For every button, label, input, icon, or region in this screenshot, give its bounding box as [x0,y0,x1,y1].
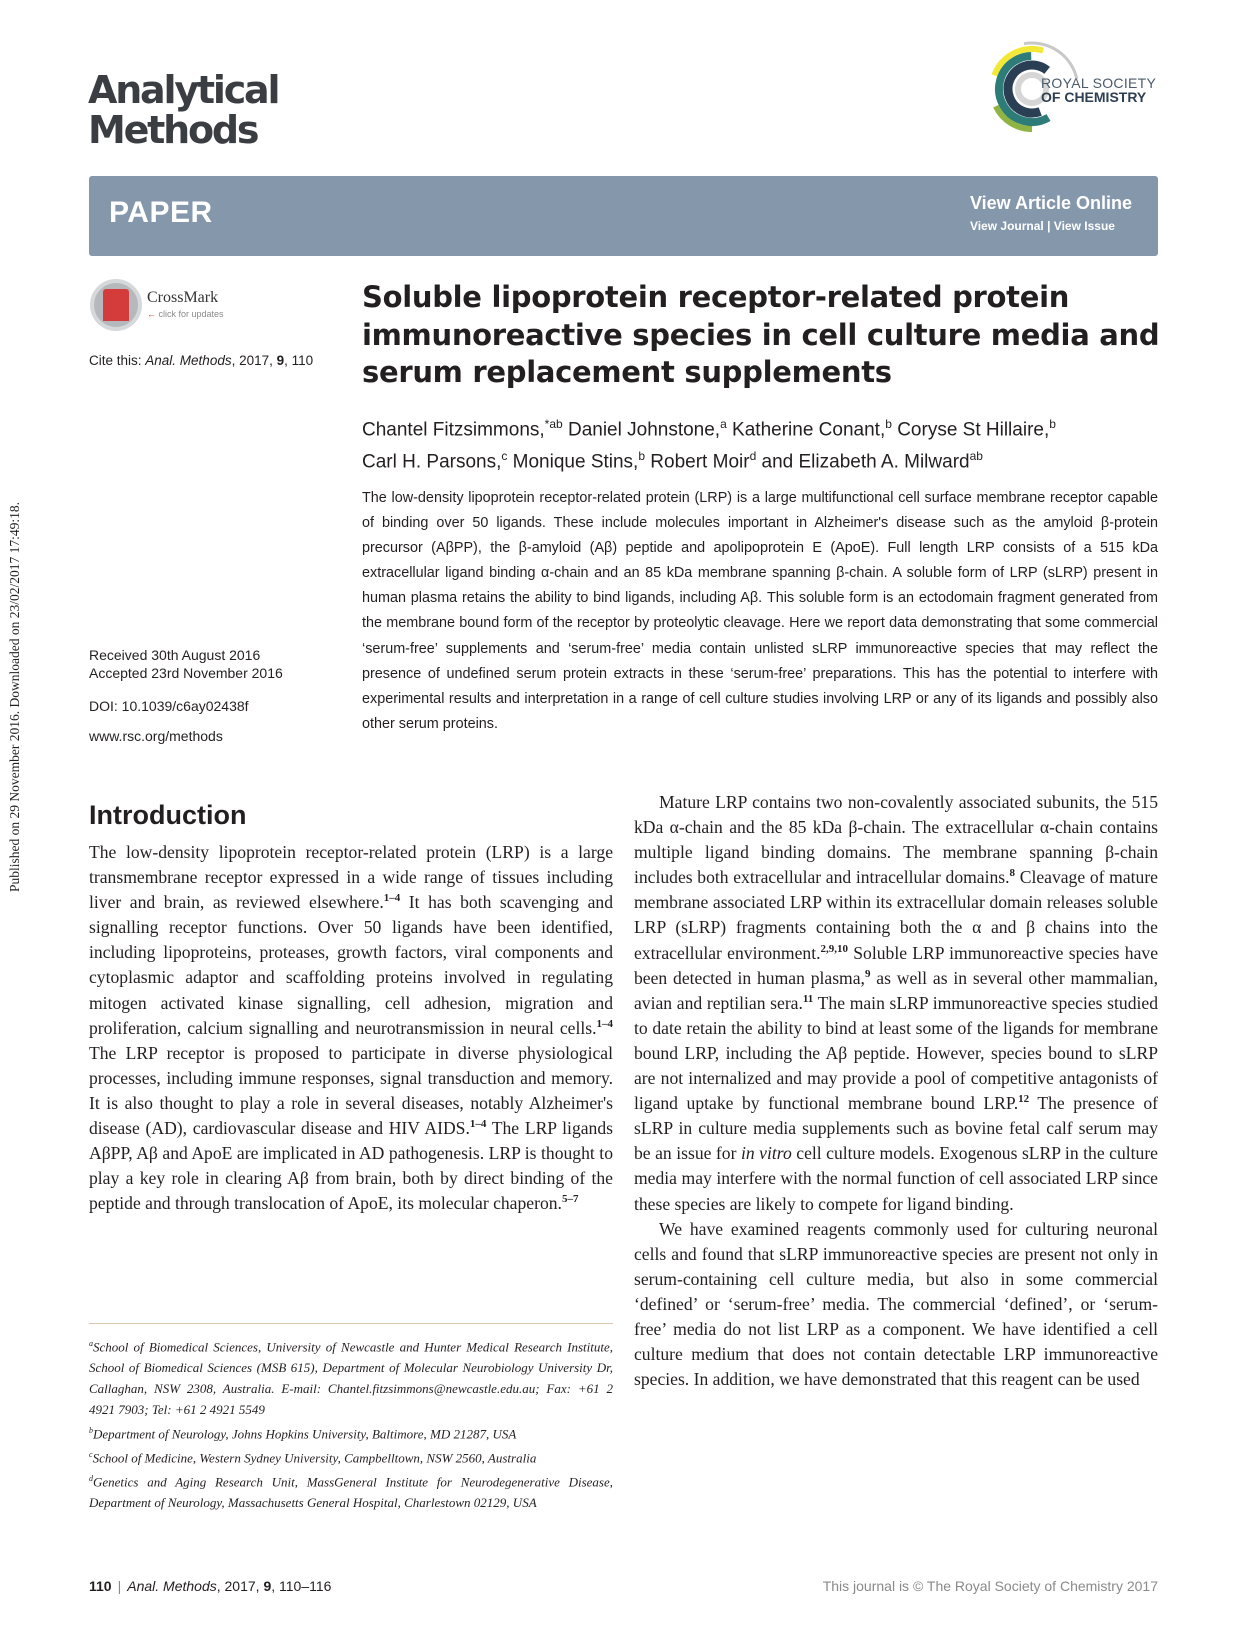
cite-journal: Anal. Methods [145,353,232,368]
journal-logo-line1: Analytical [88,68,279,112]
author: Chantel Fitzsimmons, [362,419,545,441]
banner-sub-links: View Journal | View Issue [969,219,1115,233]
article-type-label: PAPER [109,196,213,229]
affiliations [89,1334,613,1514]
footnote-divider [89,1323,613,1324]
citation-link[interactable]: 2,9,10 [820,942,848,955]
paragraph: Mature LRP contains two non-covalently associated subunits, the 515 kDa α-chain and the 85 kDa β-chain. The extracellular α-chain contains multiple ligand binding domains. The membrane spanning β-chain includes both extracellular and intracellular domains.$^8$ Cleavage of mature membrane associated LRP within its extracellular domain releases soluble LRP (sLRP) fragments containing both the α and β chains into the extracellular environment.$^{2,9,10}$ Soluble LRP immunoreactive species have been detected in human plasma,$^9$ as well as in several other mammalian, avian and reptilian sera.$^{11}$ The main sLRP immunoreactive species studied to date retain the ability to bind at least some of the ligands for membrane bound LRP, including the Aβ peptide. However, species bound to sLRP are not internalized and may provide a pool of competitive antagonists of ligand uptake by functional membrane bound LRP.$^{12}$ The presence of sLRP in culture media supplements such as bovine fetal calf serum may be an issue for in vitro cell culture models. Exogenous sLRP in the culture media may interfere with the normal function of cell associated LRP since these species are likely to compete for ligand binding. [634,792,1158,1214]
banner-links [970,193,1132,233]
author: and Elizabeth A. Milward [756,451,970,473]
rsc-logo-text [1041,76,1156,104]
doi[interactable]: DOI: 10.1039/c6ay02438f [89,698,249,714]
author: Carl H. Parsons, [362,451,502,473]
article-type-banner [89,176,1158,256]
publication-stamp-text: Published on 29 November 2016. Downloaded on 23/02/2017 17:49:18. [7,501,23,892]
article-title: Soluble lipoprotein receptor-related protein immunoreactive species in cell culture media and serum replacement supplements [362,280,1160,389]
affiliation: $^a$School of Biomedical Sciences, University of Newcastle and Hunter Medical Research Institute, School of Biomedical Sciences (MSB 615), Department of Molecular Neurobiology University Dr, Callaghan, NSW 2308, Australia. E-mail: Chantel.fitzsimmons@newcastle.edu.au; Fax: +61 2 4921 7903; Tel: +61 2 4921 5549 [89,1339,613,1417]
page-footer-citation: 110 | Anal. Methods, 2017, 9, 110–116 [89,1578,332,1594]
publication-stamp [4,454,26,939]
citation-link[interactable]: 8 [1009,867,1016,880]
cite-this: Cite this: Anal. Methods, 2017, 9, 110 [89,353,314,368]
author: Robert Moir [645,451,750,473]
rsc-logo-line2: OF CHEMISTRY [1041,89,1147,105]
citation-link[interactable]: 11 [802,992,814,1005]
author: Katherine Conant, [726,419,886,441]
author-list: Chantel Fitzsimmons,$^{*ab}$ Daniel Johnstone,$^a$ Katherine Conant,$^b$ Coryse St Hillaire,$^b$ Carl H. Parsons,$^c$ Monique Stins,$^b$ Robert Moir$^d$ and Elizabeth A. Milward$^{ab}$ [362,417,1056,473]
paragraph: We have examined reagents commonly used for culturing neuronal cells and found that sLRP immunoreactive species are present not only in serum-containing cell culture media, but also in some commercial ‘defined’ or ‘serum-free’ media. The commercial ‘defined’, or ‘serum-free’ media do not list LRP as a component. We have identified a cell culture medium that does not contain detectable LRP immunoreactive species. In addition, we have demonstrated that this reagent can be used [634,1218,1158,1390]
abstract: The low-density lipoprotein receptor-related protein (LRP) is a large multifunctional cell surface membrane receptor capable of binding over 50 ligands. These include molecules important in Alzheimer's disease such as the amyloid β-protein precursor (AβPP), the β-amyloid (Aβ) peptide and apolipoprotein E (ApoE). Full length LRP consists of a 515 kDa extracellular ligand binding α-chain and an 85 kDa membrane spanning β-chain. A soluble form of LRP (sLRP) present in human plasma retains the ability to bind ligands, including Aβ. This soluble form is an ectodomain fragment generated from the membrane bound form of the receptor by proteolytic cleavage. Here we report data demonstrating that some commercial ‘serum-free’ supplements and ‘serum-free’ media contain unlisted sLRP immunoreactive species that may reflect the presence of undefined serum protein extracts in these ‘serum-free’ preparations. This has the potential to interfere with experimental results and interpretation in a range of cell culture studies involving LRP or any of its ligands and possibly also other serum proteins. [362,490,1158,732]
cite-volume: 9 [276,353,285,368]
arrow-left-icon: ← [147,309,156,319]
affiliation: $^d$Genetics and Aging Research Unit, MassGeneral Institute for Neurodegenerative Disease, Department of Neurology, Massachusetts General Hospital, Charlestown 02129, USA [89,1473,613,1510]
copyright-notice: This journal is © The Royal Society of Chemistry 2017 [822,1578,1158,1594]
journal-url-link[interactable]: www.rsc.org/methods [89,728,223,744]
received-date: Received 30th August 2016 [89,647,261,663]
body-column-left [89,840,613,1216]
rsc-logo-line1: ROYAL SOCIETY [1041,75,1157,91]
page-number: 110 [89,1578,112,1594]
accepted-date: Accepted 23rd November 2016 [89,665,283,681]
crossmark-button[interactable] [90,279,240,333]
journal-logo-line2: Methods [88,108,258,152]
section-heading-introduction: Introduction [89,800,247,830]
citation-link[interactable]: 5–7 [561,1193,579,1206]
crossmark-sub-label: ← click for updates [147,309,224,319]
crossmark-icon [90,279,142,331]
journal-logo[interactable] [88,70,278,150]
author: Coryse St Hillaire, [891,419,1050,441]
citation-link[interactable]: 1–4 [596,1017,613,1030]
affiliation: $^b$Department of Neurology, Johns Hopkins University, Baltimore, MD 21287, USA [89,1425,517,1441]
crossmark-label: CrossMark [147,289,219,306]
citation-link[interactable]: 1–4 [469,1118,487,1131]
view-issue-link[interactable]: View Issue [1053,219,1115,233]
affiliation: $^c$School of Medicine, Western Sydney University, Campbelltown, NSW 2560, Australia [89,1449,537,1465]
citation-link[interactable]: 1–4 [383,892,401,905]
citation-link[interactable]: 12 [1018,1093,1030,1106]
body-column-right [634,790,1158,1392]
author: Daniel Johnstone, [562,419,721,441]
paragraph: The low-density lipoprotein receptor-related protein (LRP) is a large transmembrane receptor expressed in a wide range of tissues including liver and brain, as reviewed elsewhere.$^{1-4}$ It has both scavenging and signalling receptor functions. Over 50 ligands have been identified, including lipoproteins, proteases, growth factors, viral components and cytoplasmic adaptor and scaffolding proteins involved in regulating mitogen activated kinase signalling, cell adhesion, migration and proliferation, calcium signalling and neurotransmission in neural cells.$^{1-4}$ The LRP receptor is proposed to participate in diverse physiological processes, including immune responses, signal transduction and memory. It is also thought to play a role in several diseases, notably Alzheimer's disease (AD), cardiovascular disease and HIV AIDS.$^{1-4}$ The LRP ligands AβPP, Aβ and ApoE are implicated in AD pathogenesis. LRP is thought to play a key role in clearing Aβ from brain, both by direct binding of the peptide and through translocation of ApoE, its molecular chaperon.$^{5-7}$ [89,842,613,1214]
view-article-online-link[interactable]: View Article Online [969,193,1132,213]
citation-link[interactable]: 9 [864,967,871,980]
author: Monique Stins, [507,451,639,473]
view-journal-link[interactable]: View Journal [969,219,1044,233]
